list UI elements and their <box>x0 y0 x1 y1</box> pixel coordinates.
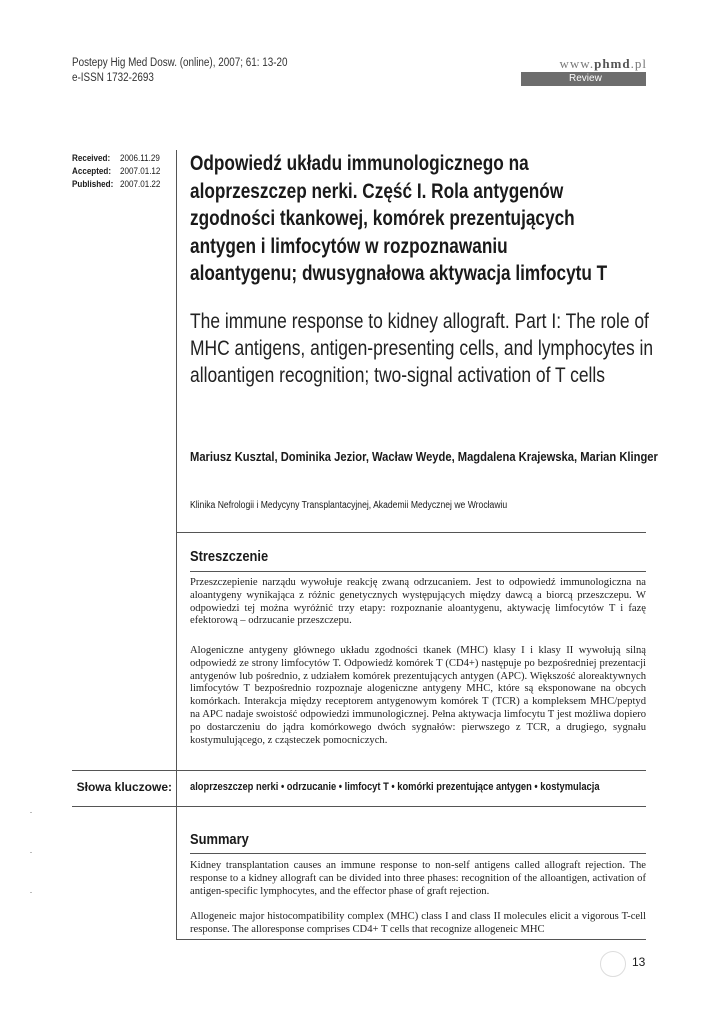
journal-reference <box>72 56 288 86</box>
page-bottom-rule <box>177 939 646 940</box>
summary-paragraph: Allogeneic major histocompatibility complex (MHC) class I and class II molecules elicit a vigorous T-cell response. The alloresponse comprises CD4+ T cells that recognize allogeneic MHC <box>190 911 646 935</box>
date-label: Received: <box>72 153 111 164</box>
journal-citation: Postepy Hig Med Dosw. (online), 2007; 61: 13-20 <box>72 57 288 69</box>
abstract-paragraph: Alogeniczne antygeny głównego układu zgodności tkanek (MHC) klasy I i klasy II wywołują silną odpowiedź ze strony limfocytów T. Odpowiedź komórek T (CD4+) następuje po bezpośredniej prezentacji antygenów lub pośrednio, z udziałem komórek prezentujących antygen (APC). Większość aloreaktywnych limfocytów T bezpośrednio rozpoznaje alogeniczne antygeny MHC, które są eksponowane na obcych komórkach. Interakcja między receptorem antygenowym komórek T (TCR) a kompleksem MHC/peptyd na APC nadaje swoistość odpowiedzi immunologicznej. Pełna aktywacja limfocytu T jest możliwa dopiero po dostarczeniu do jądra komórkowego dwóch sygnałów: pierwszego z TCR, a drugiego, sygnału kostymulującego, z cząsteczek pomocniczych. <box>190 645 646 746</box>
author-list: Mariusz Kusztal, Dominika Jezior, Wacław Weyde, Magdalena Krajewska, Marian Klinger <box>190 449 658 464</box>
keywords-divider <box>72 806 646 807</box>
abstract-heading: Streszczenie <box>190 548 269 565</box>
date-received <box>72 152 168 165</box>
heading-underline <box>190 571 646 572</box>
publication-dates <box>72 152 168 191</box>
section-divider <box>177 532 646 533</box>
summary-paragraph: Kidney transplantation causes an immune response to non-self antigens called allograft rejection. The response to a kidney allograft can be divided into three phases: recognition of the alloantigen, activation of antigen-specific lymphocytes, and the effector phase of graft rejection. <box>190 860 646 897</box>
journal-logo-watermark <box>600 951 626 977</box>
article-type-badge <box>521 72 646 86</box>
date-accepted <box>72 165 168 178</box>
date-value: 2007.01.22 <box>120 179 161 190</box>
title-english: The immune response to kidney allograft. Part I: The role of MHC antigens, antigen-presenting cells, and lymphocytes in alloantigen recognition; two-signal activation of T cells <box>190 310 654 387</box>
keywords-label: Słowa kluczowe: <box>76 780 172 794</box>
journal-website-link[interactable] <box>560 56 647 72</box>
article-type-label: Review <box>569 73 602 84</box>
keywords-divider <box>72 770 646 771</box>
journal-issn: e-ISSN 1732-2693 <box>72 72 154 84</box>
date-label: Published: <box>72 179 114 190</box>
abstract-paragraph: Przeszczepienie narządu wywołuje reakcję zwaną odrzucaniem. Jest to odpowiedź immunologiczna na aloantygeny wynikająca z różnic genetycznych występujących między dawcą a biorcą przeszczepu. W odpowiedzi tej można wyróżnić trzy etapy: rozpoznanie aloantygenu, aktywację limfocytów T i fazę efektorową – odrzucanie przeszczepu. <box>190 577 646 627</box>
url-brand: phmd <box>594 56 631 71</box>
url-suffix: .pl <box>630 56 647 71</box>
margin-mark <box>30 812 32 813</box>
margin-mark <box>30 852 32 853</box>
affiliation: Klinika Nefrologii i Medycyny Transplantacyjnej, Akademii Medycznej we Wrocławiu <box>190 500 508 511</box>
margin-mark <box>30 892 32 893</box>
date-label: Accepted: <box>72 166 112 177</box>
heading-underline <box>190 853 646 854</box>
column-divider <box>176 150 177 940</box>
summary-heading: Summary <box>190 831 249 848</box>
title-polish: Odpowiedź układu immunologicznego na aloprzeszczep nerki. Część I. Rola antygenów zgodności tkankowej, komórek prezentujących antygen i limfocytów w rozpoznawaniu aloantygenu; dwusygnałowa aktywacja limfocytu T <box>190 152 608 286</box>
keywords-list: aloprzeszczep nerki • odrzucanie • limfocyt T • komórki prezentujące antygen • kostymulacja <box>190 781 600 793</box>
date-published <box>72 178 168 191</box>
page-number: 13 <box>632 955 646 969</box>
url-prefix: www. <box>559 56 595 71</box>
date-value: 2006.11.29 <box>120 153 160 164</box>
date-value: 2007.01.12 <box>120 166 161 177</box>
